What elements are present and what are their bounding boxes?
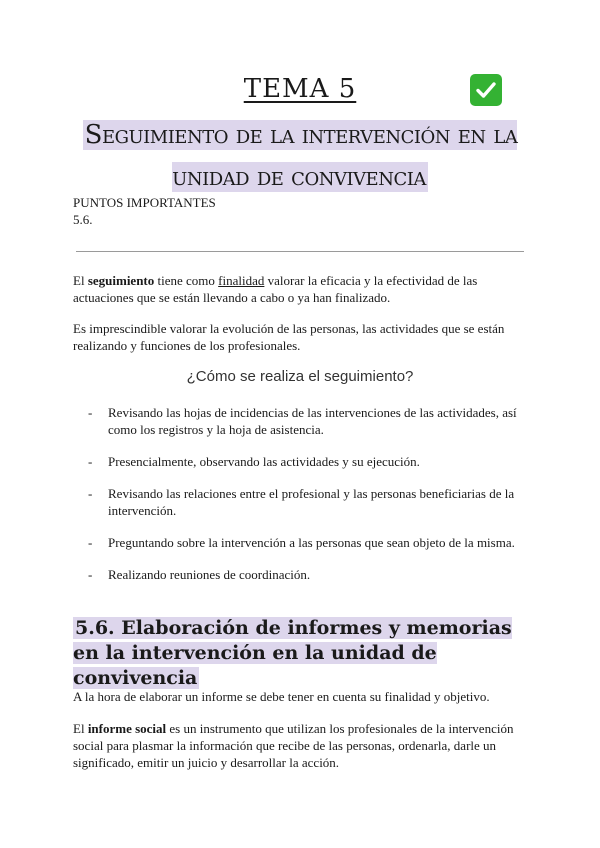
p1-underline: finalidad <box>218 273 265 288</box>
tema-heading <box>0 74 600 104</box>
puntos-importantes <box>73 194 216 228</box>
list-item-text: Realizando reuniones de coordinación. <box>108 567 311 582</box>
check-mark-icon <box>470 74 502 106</box>
list-dash: - <box>88 454 93 469</box>
document-title <box>60 114 540 198</box>
list-dash: - <box>88 405 93 420</box>
p4-text-a: El <box>73 721 88 736</box>
list-item <box>88 534 538 551</box>
paragraph-informe-finalidad: A la hora de elaborar un informe se debe tener en cuenta su finalidad y objetivo. <box>73 689 490 704</box>
puntos-label: PUNTOS IMPORTANTES <box>73 195 216 210</box>
list-dash: - <box>88 486 93 501</box>
list-item <box>88 404 538 438</box>
document-title-text: Seguimiento de la intervención en la unidad de convivencia <box>84 120 518 192</box>
paragraph-seguimiento <box>73 272 533 306</box>
list-item <box>88 453 538 470</box>
p1-text-c: valorar la eficacia y la efectividad de las actuaciones que se están llevando a cabo o ya han finalizado. <box>73 273 478 305</box>
list-dash: - <box>88 567 93 582</box>
list-item <box>88 485 538 519</box>
list-item-text: Preguntando sobre la intervención a las personas que sean objeto de la misma. <box>108 535 515 550</box>
list-item-text: Revisando las relaciones entre el profesional y las personas beneficiarias de la intervención. <box>108 486 515 518</box>
paragraph-evolucion: Es imprescindible valorar la evolución de las personas, las actividades que se están realizando y funciones de los profesionales. <box>73 321 505 353</box>
horizontal-divider <box>76 251 524 252</box>
question-heading: ¿Cómo se realiza el seguimiento? <box>186 368 414 385</box>
p4-bold: informe social <box>87 721 167 736</box>
section-heading <box>73 616 543 691</box>
p4-text-b: es un instrumento que utilizan los profesionales de la intervención social para plasmar la información que recibe de las personas, ordenarla, darle un significado, emitir un juicio y desarrollar la acción. <box>73 721 514 770</box>
tema-label: TEMA 5 <box>243 74 357 104</box>
list-item-text: Presencialmente, observando las actividades y su ejecución. <box>108 454 420 469</box>
p1-text-a: El <box>73 273 88 288</box>
p1-text-b: tiene como <box>154 273 219 288</box>
list-dash: - <box>88 535 93 550</box>
list-item <box>88 566 538 583</box>
section-heading-text: 5.6. Elaboración de informes y memorias en la intervención en la unidad de convivencia <box>73 617 512 689</box>
list-item-text: Revisando las hojas de incidencias de las intervenciones de las actividades, así como los registros y la hoja de asistencia. <box>108 405 517 437</box>
paragraph-informe-social <box>73 720 533 771</box>
p1-bold: seguimiento <box>87 273 155 288</box>
seguimiento-list <box>88 404 538 598</box>
puntos-number: 5.6. <box>73 212 93 227</box>
